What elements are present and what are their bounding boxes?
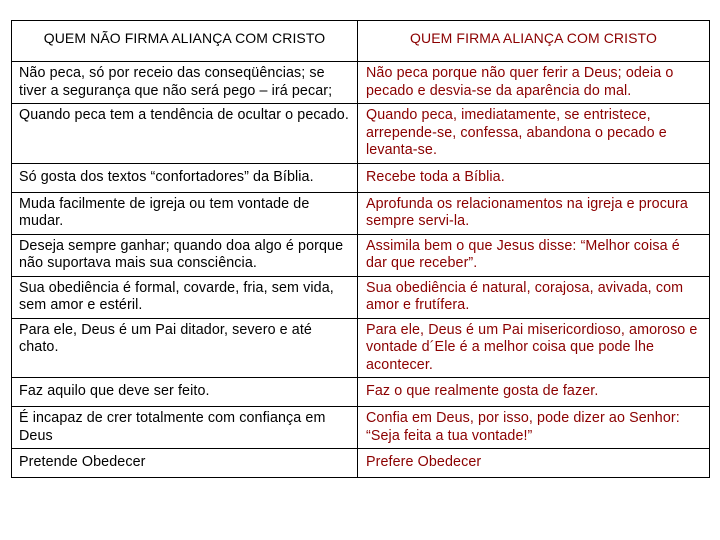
table-row xyxy=(12,276,710,318)
cell-left: Faz aquilo que deve ser feito. xyxy=(12,378,358,407)
cell-left: Não peca, só por receio das conseqüências; se tiver a segurança que não será pego – irá pecar; xyxy=(12,62,358,104)
table-header-row xyxy=(12,21,710,62)
cell-right: Assimila bem o que Jesus disse: “Melhor coisa é dar que receber”. xyxy=(358,234,710,276)
table-row xyxy=(12,62,710,104)
cell-right: Recebe toda a Bíblia. xyxy=(358,163,710,192)
header-right: QUEM FIRMA ALIANÇA COM CRISTO xyxy=(358,21,710,62)
cell-right: Não peca porque não quer ferir a Deus; odeia o pecado e desvia-se da aparência do mal. xyxy=(358,62,710,104)
table-row xyxy=(12,318,710,378)
cell-left: Para ele, Deus é um Pai ditador, severo e até chato. xyxy=(12,318,358,378)
cell-left: Deseja sempre ganhar; quando doa algo é porque não suportava mais sua consciência. xyxy=(12,234,358,276)
cell-right: Para ele, Deus é um Pai misericordioso, amoroso e vontade d´Ele é a melhor coisa que pode lhe acontecer. xyxy=(358,318,710,378)
table-row xyxy=(12,163,710,192)
cell-right: Aprofunda os relacionamentos na igreja e procura sempre servi-la. xyxy=(358,192,710,234)
header-left: QUEM NÃO FIRMA ALIANÇA COM CRISTO xyxy=(12,21,358,62)
comparison-table xyxy=(11,20,710,478)
table-row xyxy=(12,449,710,478)
cell-left: É incapaz de crer totalmente com confiança em Deus xyxy=(12,407,358,449)
cell-right: Confia em Deus, por isso, pode dizer ao Senhor: “Seja feita a tua vontade!” xyxy=(358,407,710,449)
cell-right: Quando peca, imediatamente, se entristece, arrepende-se, confessa, abandona o pecado e levanta-se. xyxy=(358,104,710,164)
cell-right: Faz o que realmente gosta de fazer. xyxy=(358,378,710,407)
table-row xyxy=(12,407,710,449)
cell-right: Sua obediência é natural, corajosa, avivada, com amor e frutífera. xyxy=(358,276,710,318)
cell-left: Só gosta dos textos “confortadores” da Bíblia. xyxy=(12,163,358,192)
cell-left: Muda facilmente de igreja ou tem vontade de mudar. xyxy=(12,192,358,234)
cell-left: Sua obediência é formal, covarde, fria, sem vida, sem amor e estéril. xyxy=(12,276,358,318)
table-row xyxy=(12,192,710,234)
cell-right: Prefere Obedecer xyxy=(358,449,710,478)
table-row xyxy=(12,104,710,164)
cell-left: Pretende Obedecer xyxy=(12,449,358,478)
cell-left: Quando peca tem a tendência de ocultar o pecado. xyxy=(12,104,358,164)
table-row xyxy=(12,378,710,407)
table-row xyxy=(12,234,710,276)
